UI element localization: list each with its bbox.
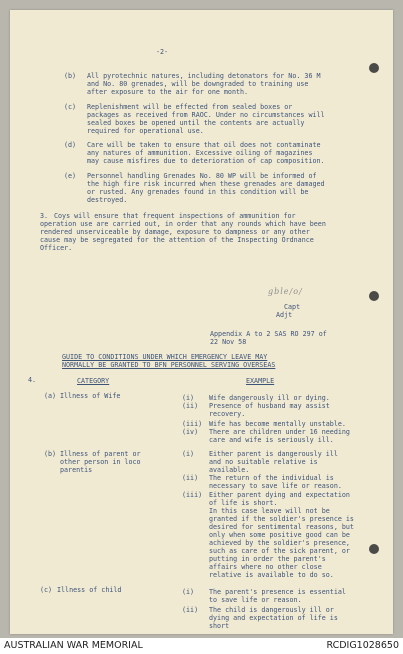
para-2d-line: Care will be taken to ensure that oil does not contaminate — [87, 141, 321, 149]
para-2d-line: any natures of ammunition. Excessive oiling of magazines — [87, 149, 313, 157]
example-text: dying and expectation of life is — [209, 614, 338, 622]
column-header-example: EXAMPLE — [246, 377, 275, 385]
para-2b-label: (b) — [64, 72, 77, 80]
category-text: Illness of parent or — [60, 450, 141, 458]
example-text: The parent's presence is essential — [209, 588, 346, 596]
column-header-category: CATEGORY — [77, 377, 110, 385]
example-number: (ii) — [182, 606, 199, 614]
example-number: (i) — [182, 394, 195, 402]
para-2b-line: All pyrotechnic natures, including detonators for No. 36 M — [87, 72, 321, 80]
punch-hole-icon — [369, 291, 379, 301]
para-3-line: rendered unserviceable by damage, exposure to dampness or any other — [40, 228, 310, 236]
example-text: desired for sentimental reasons, but — [209, 523, 354, 531]
para-2b-line: after exposure to the air for one month. — [87, 88, 249, 96]
archive-footer — [0, 638, 403, 654]
signature-appointment: Adjt — [276, 311, 293, 319]
para-3-label: 3. — [40, 212, 49, 220]
para-3-line: Officer. — [40, 244, 73, 252]
appendix-date: 22 Nov 58 — [210, 338, 247, 346]
signature-rank: Capt — [284, 303, 301, 311]
example-text: necessary to save life or reason. — [209, 482, 342, 490]
punch-hole-icon — [369, 544, 379, 554]
example-text: available. — [209, 466, 250, 474]
category-label: (a) — [44, 392, 57, 400]
example-text: The return of the individual is — [209, 474, 334, 482]
para-2c-line: required for operational use. — [87, 127, 204, 135]
example-text: putting in order the parent's — [209, 555, 326, 563]
example-number: (iii) — [182, 491, 203, 499]
example-number: (iv) — [182, 428, 199, 436]
example-text: Either parent dying and expectation — [209, 491, 350, 499]
example-text: Either parent is dangerously ill — [209, 450, 338, 458]
para-2e-line: destroyed. — [87, 196, 128, 204]
para-2c-line: Replenishment will be effected from sealed boxes or — [87, 103, 293, 111]
example-text: only when some positive good can be — [209, 531, 350, 539]
para-2e-line: the high fire risk incurred when these grenades are damaged — [87, 180, 325, 188]
para-2e-line: Personnel handling Grenades No. 80 WP will be informed of — [87, 172, 317, 180]
category-text: Illness of Wife — [60, 392, 121, 400]
para-2c-line: packages as received from RAOC. Under no circumstances will — [87, 111, 325, 119]
document-page — [10, 10, 393, 634]
example-text: short — [209, 622, 230, 630]
example-text: Presence of husband may assist — [209, 402, 330, 410]
example-text: and no suitable relative is — [209, 458, 318, 466]
para-2b-line: and No. 80 grenades, will be downgraded to training use — [87, 80, 309, 88]
appendix-reference: Appendix A to 2 SAS RO 297 of — [210, 330, 327, 338]
para-3-line: Coys will ensure that frequent inspections of ammunition for — [54, 212, 296, 220]
para-2d-label: (d) — [64, 141, 77, 149]
footer-record-id: RCDIG1028650 — [326, 640, 399, 651]
category-label: (b) — [44, 450, 57, 458]
example-text: In this case leave will not be — [209, 507, 330, 515]
example-text: affairs where no other close — [209, 563, 322, 571]
category-text: Illness of child — [57, 586, 122, 594]
example-text: There are children under 16 needing — [209, 428, 350, 436]
example-text: recovery. — [209, 410, 246, 418]
para-3-line: operation use are carried out, in order that any rounds which have been — [40, 220, 326, 228]
guide-title: GUIDE TO CONDITIONS UNDER WHICH EMERGENCY LEAVE MAY — [62, 353, 268, 361]
example-text: of life is short. — [209, 499, 278, 507]
para-2d-line: may cause misfires due to deterioration of cap composition. — [87, 157, 325, 165]
example-number: (ii) — [182, 402, 199, 410]
example-text: care and wife is seriously ill. — [209, 436, 334, 444]
footer-institution: AUSTRALIAN WAR MEMORIAL — [4, 640, 143, 651]
example-text: The child is dangerously ill or — [209, 606, 334, 614]
para-2c-line: sealed boxes be opened until the contents are actually — [87, 119, 305, 127]
category-text: other person in loco — [60, 458, 141, 466]
example-number: (iii) — [182, 420, 203, 428]
para-2e-label: (e) — [64, 172, 77, 180]
para-3-line: cause may be segregated for the attention of the Inspecting Ordnance — [40, 236, 314, 244]
example-text: relative is available to do so. — [209, 571, 334, 579]
example-text: to save life or reason. — [209, 596, 302, 604]
para-2e-line: or rusted. Any grenades found in this condition will be — [87, 188, 309, 196]
example-text: granted if the soldier's presence is — [209, 515, 354, 523]
example-number: (i) — [182, 588, 195, 596]
item-number: 4. — [28, 376, 37, 384]
para-2c-label: (c) — [64, 103, 77, 111]
example-text: such as care of the sick parent, or — [209, 547, 350, 555]
example-text: Wife dangerously ill or dying. — [209, 394, 330, 402]
punch-hole-icon — [369, 63, 379, 73]
example-number: (ii) — [182, 474, 199, 482]
example-text: Wife has become mentally unstable. — [209, 420, 346, 428]
category-text: parentis — [60, 466, 93, 474]
example-text: achieved by the soldier's presence, — [209, 539, 350, 547]
example-number: (i) — [182, 450, 195, 458]
handwritten-signature: gble/o/ — [268, 287, 303, 296]
page-number: -2- — [156, 48, 169, 56]
guide-title: NORMALLY BE GRANTED TO BFN PERSONNEL SERVING OVERSEAS — [62, 361, 276, 369]
category-label: (c) — [40, 586, 53, 594]
